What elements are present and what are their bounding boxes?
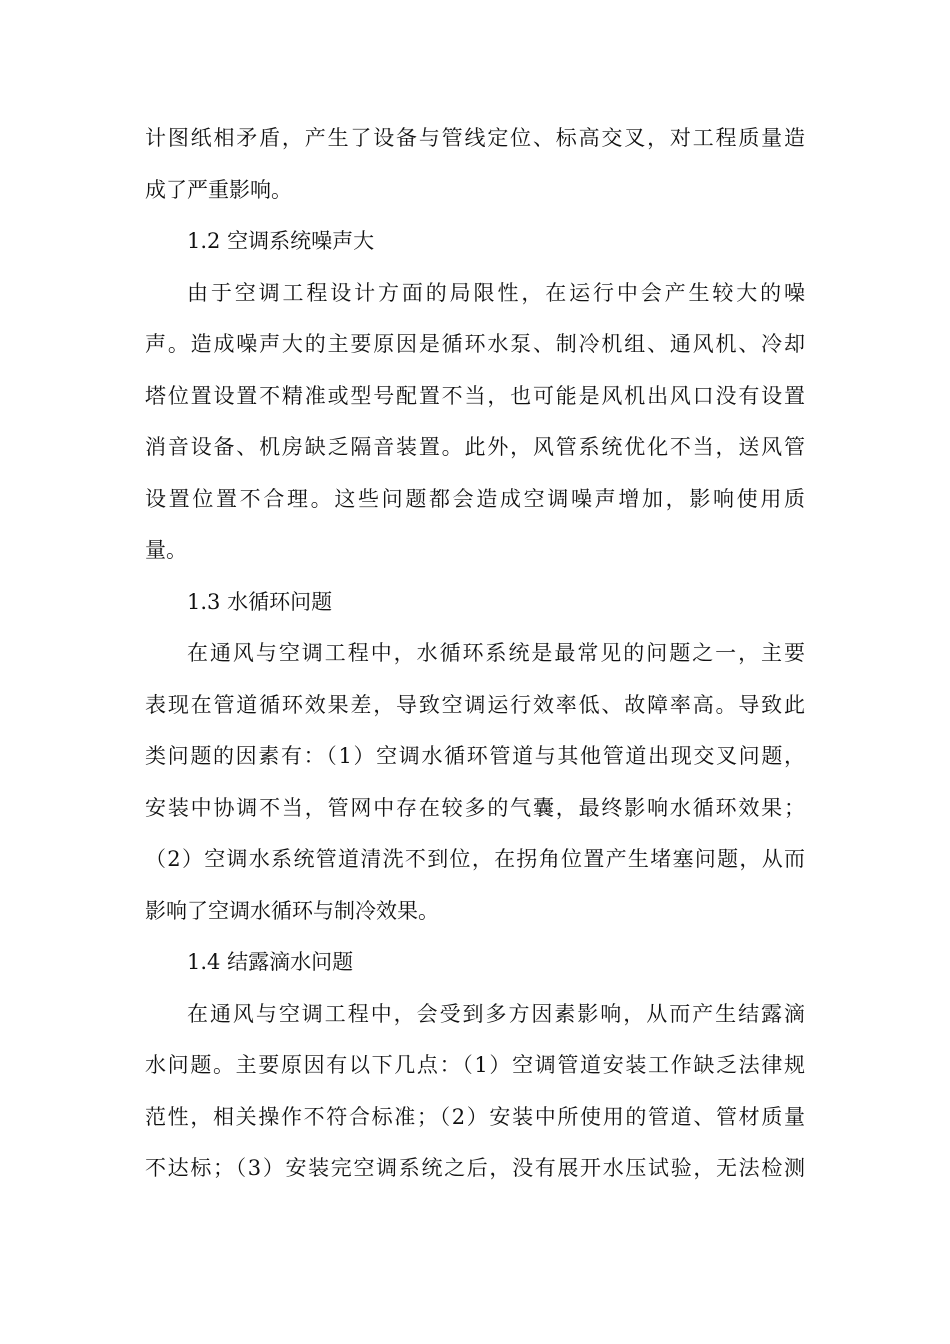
body-line: 量。 [145,538,187,562]
body-line: 范性，相关操作不符合标准；（2）安装中所使用的管道、管材质量 [145,1104,805,1129]
body-line: 声。造成噪声大的主要原因是循环水泵、制冷机组、通风机、冷却 [145,332,805,356]
document-body [145,113,805,1195]
body-line: 消音设备、机房缺乏隔音装置。此外，风管系统优化不当，送风管 [145,435,805,459]
body-line: 表现在管道循环效果差，导致空调运行效率低、故障率高。导致此 [145,692,805,717]
section-heading-1-4: 1.4 结露滴水问题 [187,950,354,974]
paragraph-first-line: 在通风与空调工程中，水循环系统是最常见的问题之一，主要 [187,641,805,665]
body-line: 成了严重影响。 [145,177,292,202]
body-line: 安装中协调不当，管网中存在较多的气囊，最终影响水循环效果； [145,795,805,820]
body-line: （2）空调水系统管道清洗不到位，在拐角位置产生堵塞问题，从而 [145,847,805,871]
body-line: 类问题的因素有：（1）空调水循环管道与其他管道出现交叉问题， [145,744,805,768]
body-line: 水问题。主要原因有以下几点：（1）空调管道安装工作缺乏法律规 [145,1053,805,1077]
paragraph-first-line: 在通风与空调工程中，会受到多方因素影响，从而产生结露滴 [187,1001,805,1026]
body-line: 影响了空调水循环与制冷效果。 [145,898,439,923]
paragraph-first-line: 由于空调工程设计方面的局限性，在运行中会产生较大的噪 [187,280,805,305]
section-heading-1-3: 1.3 水循环问题 [187,589,333,614]
section-heading-1-2: 1.2 空调系统噪声大 [187,229,375,253]
body-line: 塔位置设置不精准或型号配置不当，也可能是风机出风口没有设置 [145,383,805,408]
body-line: 计图纸相矛盾，产生了设备与管线定位、标高交叉，对工程质量造 [145,126,805,150]
body-line: 不达标；（3）安装完空调系统之后，没有展开水压试验，无法检测 [145,1156,805,1180]
body-line: 设置位置不合理。这些问题都会造成空调噪声增加，影响使用质 [145,486,805,511]
